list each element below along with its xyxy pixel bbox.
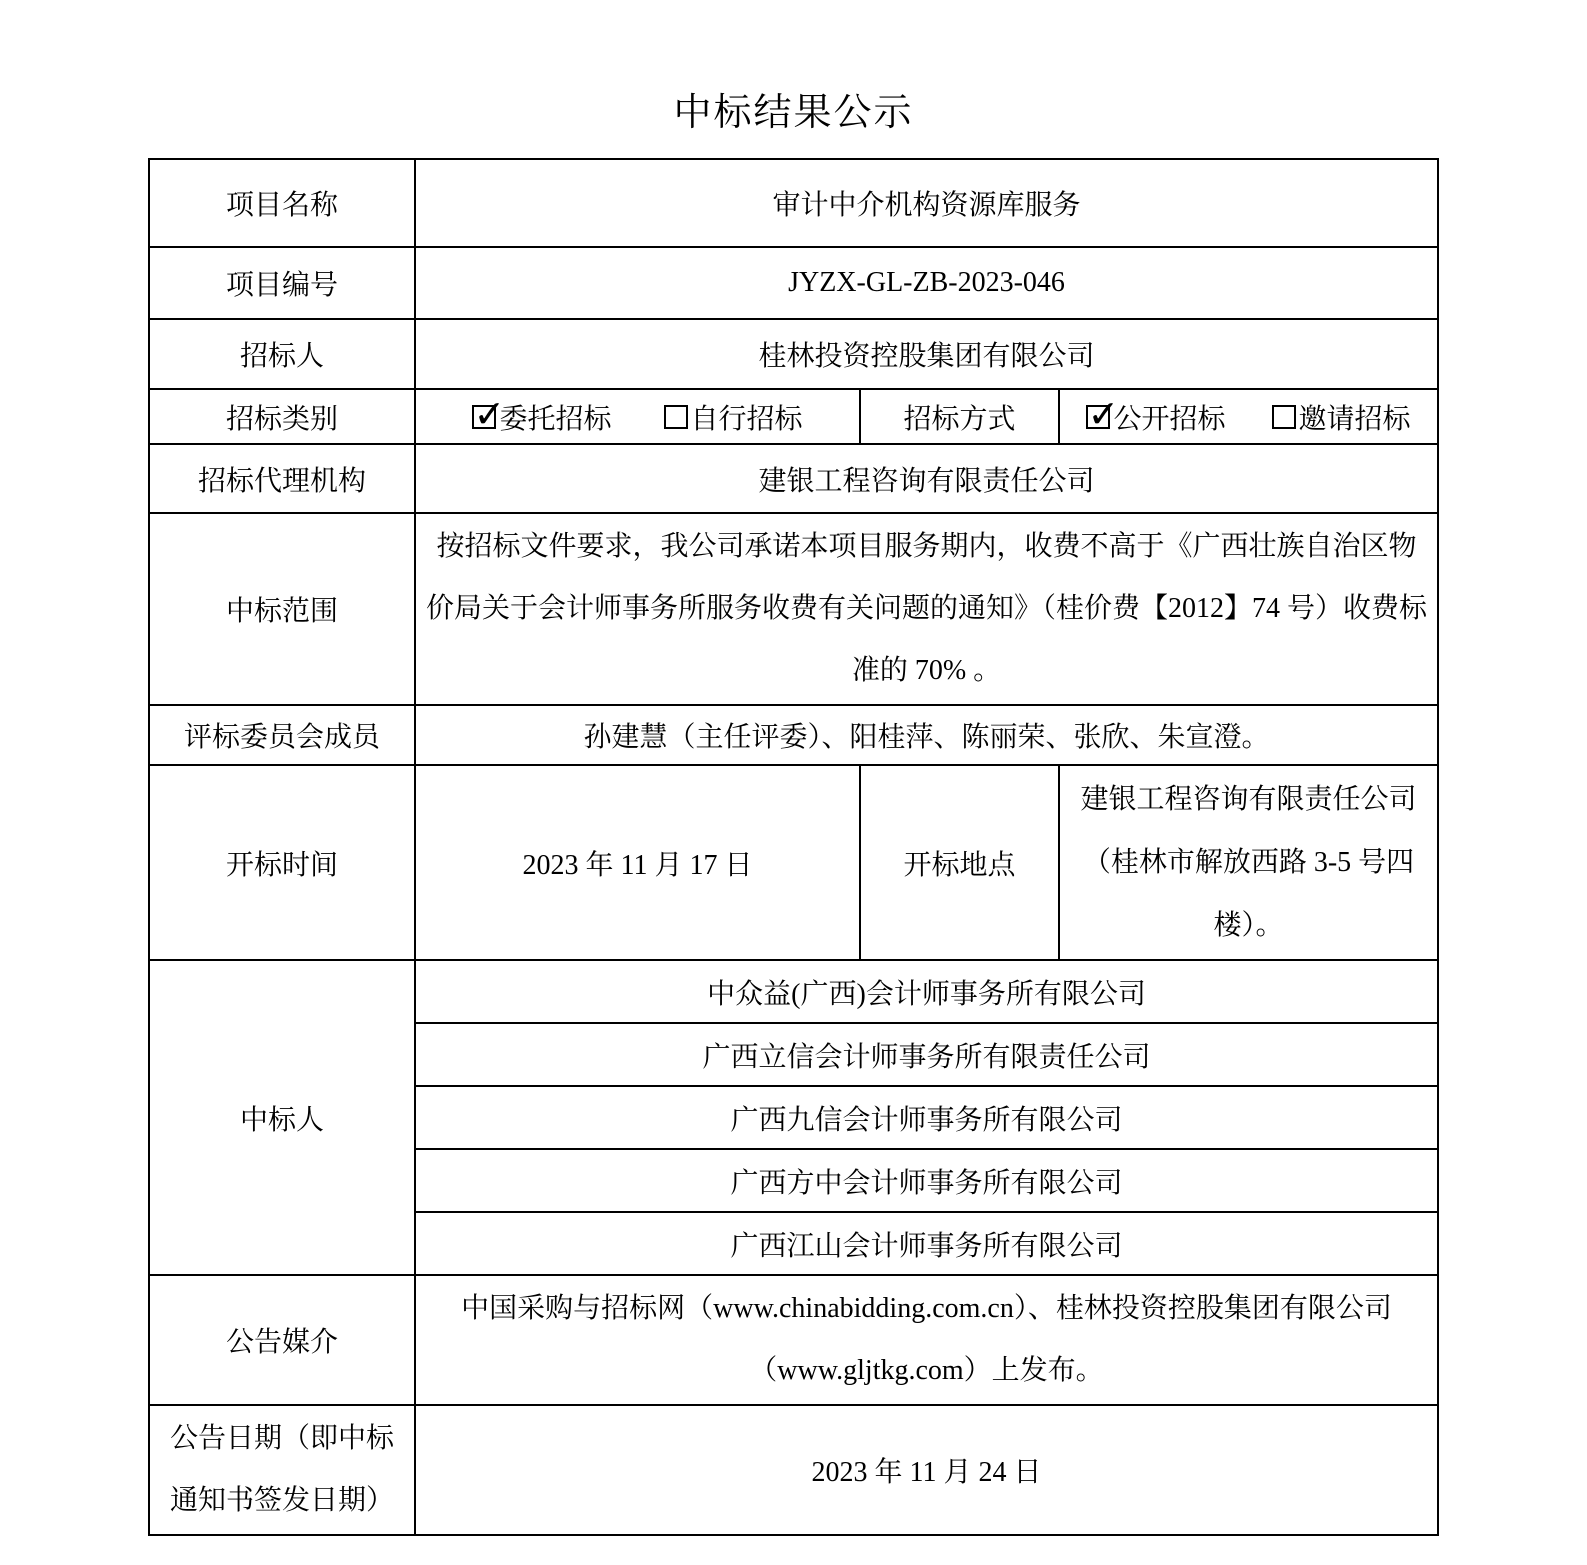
- bid-opening-time-value: 2023 年 11 月 17 日: [415, 765, 860, 960]
- scope-value: 按招标文件要求，我公司承诺本项目服务期内，收费不高于《广西壮族自治区物价局关于会计师事务所服务收费有关问题的通知》（桂价费【2012】74 号）收费标准的 70% 。: [415, 513, 1438, 705]
- scope-label: 中标范围: [149, 513, 415, 705]
- agency-value: 建银工程咨询有限责任公司: [415, 444, 1438, 513]
- winner-item: 广西立信会计师事务所有限责任公司: [415, 1023, 1438, 1086]
- table-row: [149, 247, 1438, 319]
- bid-opening-place-value: 建银工程咨询有限责任公司（桂林市解放西路 3-5 号四楼）。: [1059, 765, 1438, 960]
- committee-value: 孙建慧（主任评委）、阳桂萍、陈丽荣、张欣、朱宣澄。: [415, 705, 1438, 765]
- winner-item: 广西方中会计师事务所有限公司: [415, 1149, 1438, 1212]
- checkbox-label: 委托招标: [499, 403, 612, 435]
- checkbox-label: 邀请招标: [1298, 403, 1411, 435]
- checkbox-label: 自行招标: [690, 403, 803, 435]
- table-row: [149, 1275, 1438, 1405]
- table-row: [149, 705, 1438, 765]
- table-row: [149, 389, 1438, 444]
- checkbox-icon: [472, 405, 496, 429]
- committee-label: 评标委员会成员: [149, 705, 415, 765]
- bid-result-table: [148, 158, 1439, 1536]
- checkbox-label: 公开招标: [1113, 403, 1226, 435]
- bid-opening-time-label: 开标时间: [149, 765, 415, 960]
- checkbox-icon: [1272, 405, 1296, 429]
- project-no-value: JYZX-GL-ZB-2023-046: [415, 247, 1438, 319]
- checkbox-delegated-tender: [472, 397, 611, 437]
- tender-method-label: 招标方式: [860, 389, 1059, 444]
- announce-date-value: 2023 年 11 月 24 日: [415, 1405, 1438, 1535]
- table-row: [149, 319, 1438, 389]
- media-value: 中国采购与招标网（www.chinabidding.com.cn）、桂林投资控股集团有限公司（www.gljtkg.com）上发布。: [415, 1275, 1438, 1405]
- tenderer-label: 招标人: [149, 319, 415, 389]
- table-row: [149, 444, 1438, 513]
- bid-opening-place-label: 开标地点: [860, 765, 1059, 960]
- winner-item: 中众益(广西)会计师事务所有限公司: [415, 960, 1438, 1023]
- table-row: [149, 159, 1438, 247]
- page-title: 中标结果公示: [673, 90, 914, 134]
- tender-category-options: [415, 389, 860, 444]
- table-row: [149, 765, 1438, 960]
- table-row: [149, 513, 1438, 705]
- winners-label: 中标人: [149, 960, 415, 1275]
- tender-category-label: 招标类别: [149, 389, 415, 444]
- checkbox-invited-tender: [1272, 397, 1411, 437]
- table-row: [149, 960, 1438, 1023]
- checkbox-icon: [1086, 405, 1110, 429]
- agency-label: 招标代理机构: [149, 444, 415, 513]
- project-name-label: 项目名称: [149, 159, 415, 247]
- checkbox-open-tender: [1086, 397, 1225, 437]
- checkbox-icon: [664, 405, 688, 429]
- project-no-label: 项目编号: [149, 247, 415, 319]
- project-name-value: 审计中介机构资源库服务: [415, 159, 1438, 247]
- announce-date-label: 公告日期（即中标通知书签发日期）: [149, 1405, 415, 1535]
- checkbox-self-tender: [664, 397, 803, 437]
- winner-item: 广西九信会计师事务所有限公司: [415, 1086, 1438, 1149]
- table-row: [149, 1405, 1438, 1535]
- tender-method-options: [1059, 389, 1438, 444]
- media-label: 公告媒介: [149, 1275, 415, 1405]
- winner-item: 广西江山会计师事务所有限公司: [415, 1212, 1438, 1275]
- tenderer-value: 桂林投资控股集团有限公司: [415, 319, 1438, 389]
